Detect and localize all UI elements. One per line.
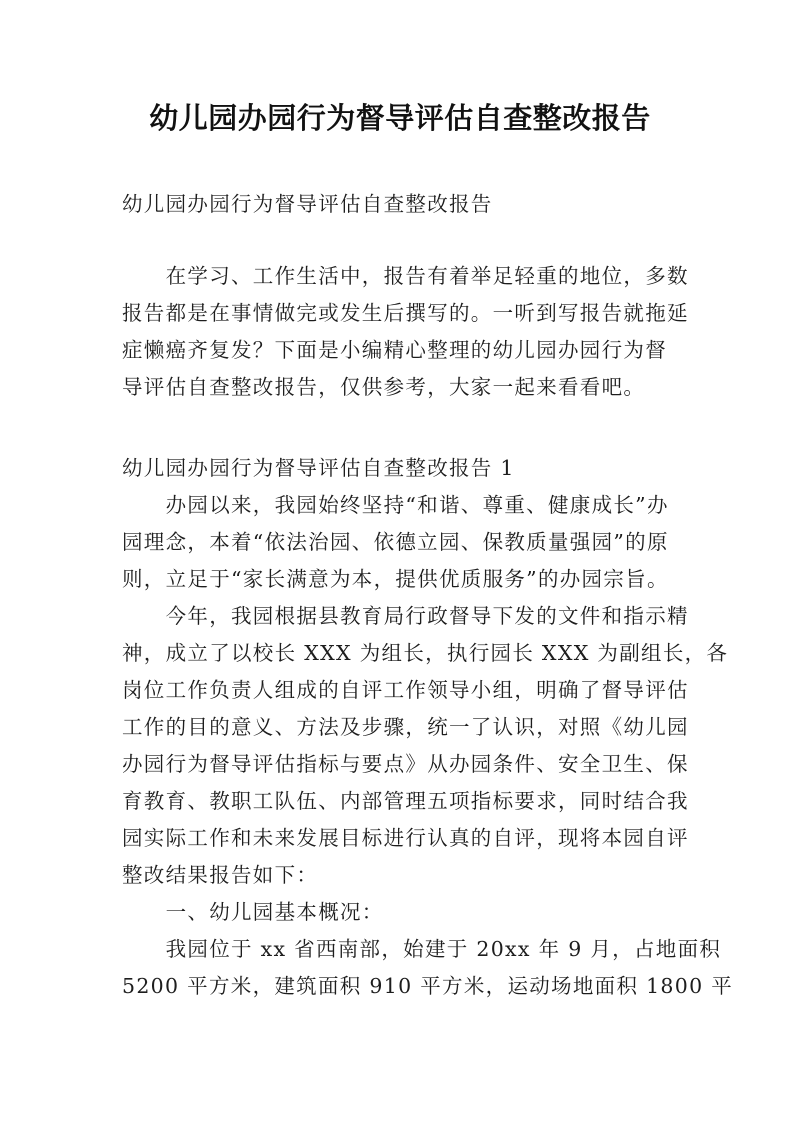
intro-line-2: 报告都是在事情做完或发生后撰写的。一听到写报告就拖延 [122, 301, 689, 325]
document-title: 幼儿园办园行为督导评估自查整改报告 [149, 101, 651, 135]
body-line-12: 一、幼儿园基本概况： [122, 900, 384, 924]
body-line-9: 育教育、教职工队伍、内部管理五项指标要求，同时结合我 [122, 789, 689, 813]
body-line-14: 5200 平方米，建筑面积 910 平方米，运动场地面积 1800 平 [122, 974, 734, 998]
body-line-3: 则，立足于“家长满意为本，提供优质服务”的办园宗旨。 [122, 567, 669, 591]
intro-line-4: 导评估自查整改报告，仅供参考，大家一起来看看吧。 [122, 375, 646, 399]
body-line-4: 今年，我园根据县教育局行政督导下发的文件和指示精 [122, 604, 689, 628]
body-line-5: 神，成立了以校长 XXX 为组长，执行园长 XXX 为副组长，各 [122, 641, 729, 665]
body-line-13: 我园位于 xx 省西南部，始建于 20xx 年 9 月，占地面积 [122, 937, 722, 961]
body-line-11: 整改结果报告如下： [122, 863, 319, 887]
section-heading-1: 幼儿园办园行为督导评估自查整改报告 1 [122, 456, 515, 480]
body-line-10: 园实际工作和未来发展目标进行认真的自评，现将本园自评 [122, 826, 689, 850]
intro-line-1: 在学习、工作生活中，报告有着举足轻重的地位，多数 [122, 264, 689, 288]
body-line-7: 工作的目的意义、方法及步骤，统一了认识，对照《幼儿园 [122, 715, 689, 739]
body-line-8: 办园行为督导评估指标与要点》从办园条件、安全卫生、保 [122, 752, 689, 776]
body-line-2: 园理念，本着“依法治园、依德立园、保教质量强园”的原 [122, 530, 669, 554]
subtitle-line: 幼儿园办园行为督导评估自查整改报告 [122, 192, 493, 216]
intro-line-3: 症懒癌齐复发？下面是小编精心整理的幼儿园办园行为督 [122, 338, 667, 362]
body-line-1: 办园以来，我园始终坚持“和谐、尊重、健康成长”办 [122, 493, 669, 517]
body-line-6: 岗位工作负责人组成的自评工作领导小组，明确了督导评估 [122, 678, 689, 702]
